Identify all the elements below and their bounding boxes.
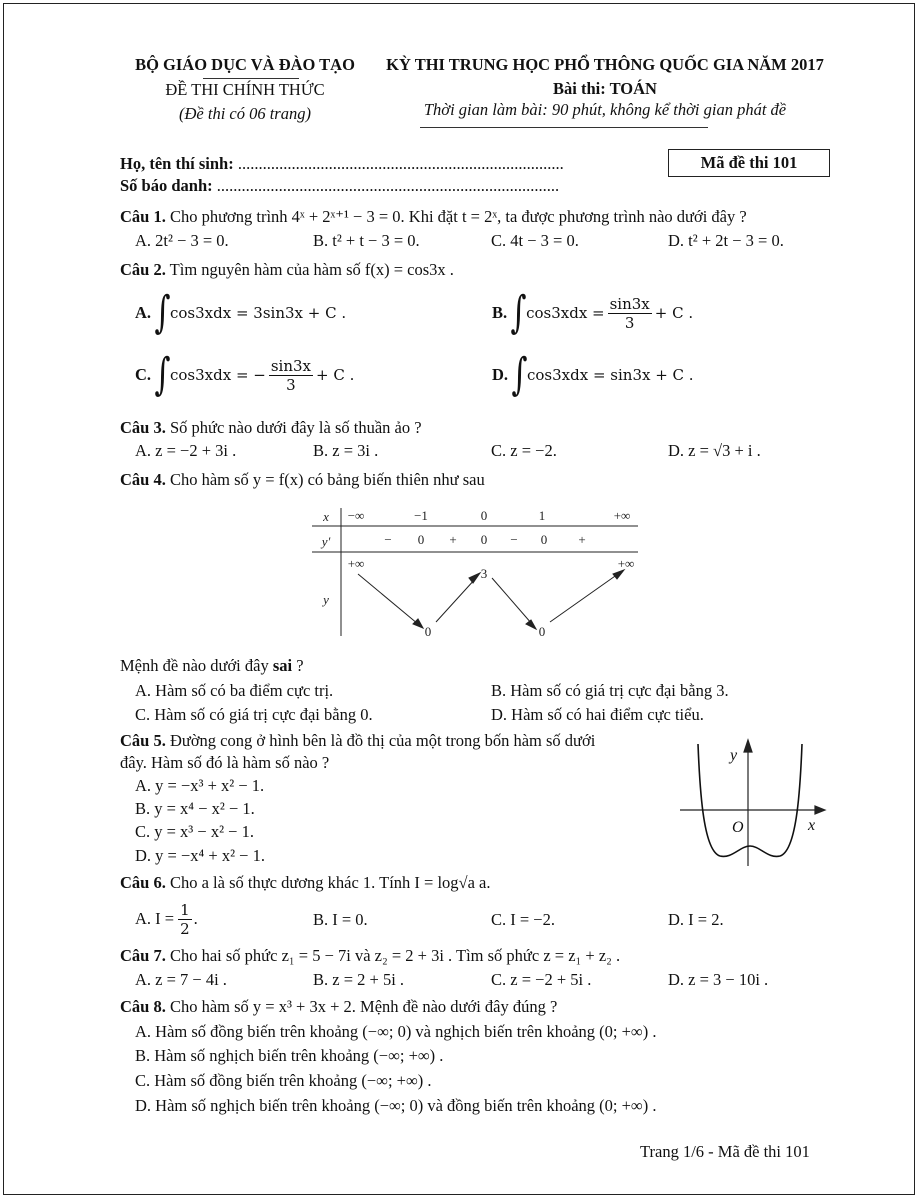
graph-y-label: y (730, 747, 738, 764)
vt-y-1: +∞ (347, 556, 365, 571)
official-label: ĐỀ THI CHÍNH THỨC (165, 80, 325, 99)
q8-label: Câu 8. (120, 997, 166, 1016)
q2-c-num: sin3x (270, 356, 312, 375)
q4-prompt-pre: Mệnh đề nào dưới đây (120, 656, 273, 675)
q6-option-a (135, 899, 198, 939)
q1-option-d: D. t² + 2t − 3 = 0. (668, 231, 784, 250)
integral-sign: ∫ (511, 349, 528, 400)
q8-option-d: D. Hàm số nghịch biến trên khoảng (−∞; 0) và đồng biến trên khoảng (0; +∞) . (135, 1096, 657, 1115)
q1-option-a: A. 2t² − 3 = 0. (135, 231, 229, 250)
q6-label: Câu 6. (120, 873, 166, 892)
vt-x-5: +∞ (613, 508, 631, 523)
q1-option-c: C. 4t − 3 = 0. (491, 231, 579, 250)
name-label: Họ, tên thí sinh: (120, 154, 234, 173)
q7-option-b: B. z = 2 + 5i . (313, 970, 405, 989)
q4-label: Câu 4. (120, 470, 166, 489)
q5-option-d: D. y = −x⁴ + x² − 1. (135, 846, 265, 865)
q6-option-d: D. I = 2. (668, 910, 724, 929)
q2-d-letter: D. (492, 365, 509, 384)
vt-sign-2: 0 (417, 532, 425, 547)
q2-b-den: 3 (624, 313, 635, 332)
q5-text1: Đường cong ở hình bên là đồ thị của một trong bốn hàm số dưới (169, 731, 596, 750)
q4-option-a: A. Hàm số có ba điểm cực trị. (135, 681, 334, 700)
q6-a-den: 2 (180, 919, 190, 938)
id-label: Số báo danh: (120, 176, 213, 195)
vt-x-2: −1 (414, 508, 428, 523)
vt-sign-6: 0 (540, 532, 548, 547)
time-note: Thời gian làm bài: 90 phút, không kể thời gian phát đề (423, 100, 787, 119)
ministry-title: BỘ GIÁO DỤC VÀ ĐÀO TẠO (135, 55, 355, 74)
q6-text: Cho a là số thực dương khác 1. Tính I = log√a a. (169, 873, 491, 892)
q6-option-c: C. I = −2. (491, 910, 555, 929)
q4-option-d: D. Hàm số có hai điểm cực tiểu. (491, 705, 704, 724)
q4-prompt-post: ? (292, 656, 304, 675)
vt-x-3: 0 (480, 508, 488, 523)
q6-a-num: 1 (180, 900, 190, 919)
q2-label: Câu 2. (120, 260, 166, 279)
q6-stem (120, 873, 491, 893)
q4-option-c: C. Hàm số có giá trị cực đại bằng 0. (135, 705, 373, 724)
q5-option-c: C. y = x³ − x² − 1. (135, 822, 254, 841)
q6-a-pre: A. I = (135, 909, 175, 928)
exam-title: KỲ THI TRUNG HỌC PHỔ THÔNG QUỐC GIA NĂM 2017 (386, 55, 824, 74)
q5-curve (698, 744, 802, 856)
q2-d-expr: cos3xdx = sin3x + C . (526, 366, 694, 384)
q2-b-letter: B. (492, 303, 508, 322)
vt-y-2: 0 (424, 624, 432, 639)
q3-option-c: C. z = −2. (491, 441, 557, 460)
y-axis-arrow (744, 740, 752, 752)
q2-a-expr: cos3xdx = 3sin3x + C . (169, 304, 347, 322)
q4-prompt (120, 656, 304, 676)
exam-code-box: Mã đề thi 101 (668, 149, 830, 177)
q3-option-b: B. z = 3i . (313, 441, 379, 460)
q8-option-b: B. Hàm số nghịch biến trên khoảng (−∞; +∞) . (135, 1046, 444, 1065)
vt-y-5: +∞ (617, 556, 635, 571)
graph-origin-label: O (732, 819, 744, 836)
q8-stem (120, 997, 557, 1017)
x-axis-arrow (815, 806, 825, 814)
q3-option-d: D. z = √3 + i . (668, 441, 761, 460)
q5-stem-line1 (120, 731, 595, 751)
integral-sign: ∫ (154, 349, 171, 400)
q2-text: Tìm nguyên hàm của hàm số f(x) = cos3x . (169, 260, 454, 279)
vt-y-3: 3 (480, 566, 488, 581)
q8-text: Cho hàm số y = x³ + 3x + 2. Mệnh đề nào dưới đây đúng ? (169, 997, 558, 1016)
q6-a-post: . (193, 909, 198, 928)
q5-stem-line2: đây. Hàm số đó là hàm số nào ? (120, 753, 330, 772)
q2-c-lhs: cos3xdx = − (169, 366, 266, 384)
q4-prompt-bold: sai (272, 656, 293, 675)
q2-a-letter: A. (135, 303, 152, 322)
q4-option-b: B. Hàm số có giá trị cực đại bằng 3. (491, 681, 729, 700)
vt-sign-4: 0 (480, 532, 488, 547)
vt-x-label: x (323, 509, 329, 524)
q7-text: Cho hai số phức z₁ = 5 − 7i và z₂ = 2 + 3i . Tìm số phức z = z₁ + z₂ . (169, 946, 621, 965)
vt-x-1: −∞ (347, 508, 365, 523)
q2-c-den: 3 (286, 375, 296, 394)
q5-label: Câu 5. (120, 731, 166, 750)
q1-text: Cho phương trình 4ˣ + 2ˣ⁺¹ − 3 = 0. Khi đặt t = 2ˣ, ta được phương trình nào dưới đây ? (169, 207, 747, 226)
q4-text: Cho hàm số y = f(x) có bảng biến thiên như sau (169, 470, 485, 489)
vt-x-4: 1 (538, 508, 546, 523)
q6-option-b: B. I = 0. (313, 910, 368, 929)
q6-a-fraction (178, 901, 192, 938)
vt-sign-5: − (510, 532, 518, 547)
vt-sign-1: − (384, 532, 392, 547)
id-dots: ................................................................................... (216, 176, 560, 195)
subject-title: Bài thi: TOÁN (553, 79, 657, 98)
vt-sign-7: + (578, 532, 586, 547)
page-footer: Trang 1/6 - Mã đề thi 101 (640, 1142, 810, 1161)
q1-option-b: B. t² + t − 3 = 0. (313, 231, 420, 250)
q3-label: Câu 3. (120, 418, 166, 437)
q2-b-lhs: cos3xdx = (526, 304, 605, 322)
q8-option-c: C. Hàm số đồng biến trên khoảng (−∞; +∞) . (135, 1071, 432, 1090)
q7-label: Câu 7. (120, 946, 166, 965)
vt-yprime-label: y′ (321, 534, 331, 549)
q5-option-a: A. y = −x³ + x² − 1. (135, 776, 265, 795)
q3-text: Số phức nào dưới đây là số thuần ảo ? (169, 418, 422, 437)
q7-option-a: A. z = 7 − 4i . (135, 970, 227, 989)
q2-b-num: sin3x (609, 294, 650, 313)
q7-option-d: D. z = 3 − 10i . (668, 970, 769, 989)
q7-stem (120, 946, 620, 966)
integral-sign: ∫ (510, 287, 527, 338)
q1-label: Câu 1. (120, 207, 166, 226)
q8-option-a: A. Hàm số đồng biến trên khoảng (−∞; 0) và nghịch biến trên khoảng (0; +∞) . (135, 1022, 657, 1041)
vt-y-label: y (323, 592, 329, 607)
q2-b-rhs: + C . (654, 304, 694, 322)
vt-y-4: 0 (538, 624, 546, 639)
q7-option-c: C. z = −2 + 5i . (491, 970, 592, 989)
q2-c-letter: C. (135, 365, 152, 384)
q2-c-rhs: + C . (316, 366, 355, 384)
vt-sign-3: + (449, 532, 457, 547)
integral-sign: ∫ (154, 287, 171, 338)
q5-option-b: B. y = x⁴ − x² − 1. (135, 799, 255, 818)
q5-graph (670, 736, 830, 872)
name-dots: ............................................................................... (237, 154, 564, 173)
q3-option-a: A. z = −2 + 3i . (135, 441, 237, 460)
pages-note: (Đề thi có 06 trang) (179, 104, 311, 123)
graph-x-label: x (808, 817, 816, 834)
